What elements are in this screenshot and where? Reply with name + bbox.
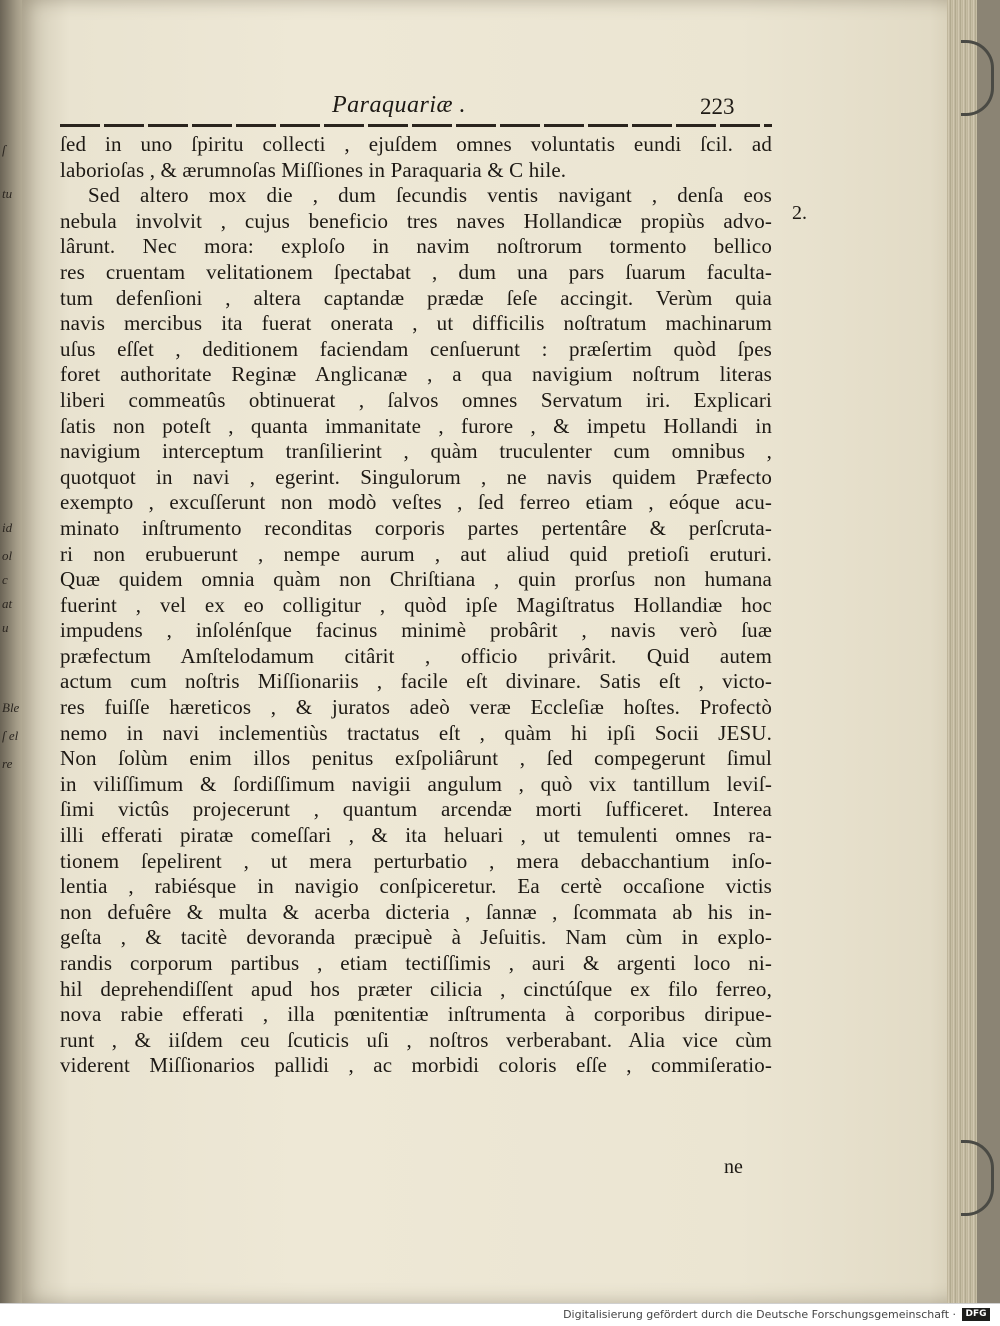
- text-line: runt , & iiſdem ceu ſcuticis uſi , noſtros verberabant. Alia vice cùm: [60, 1027, 772, 1052]
- prev-page-fragment: u: [2, 620, 9, 635]
- head-rule: [60, 124, 772, 127]
- text-line: fuerint , vel ex eo colligitur , quòd ipſe Magiſtratus Hollandiæ hoc: [60, 592, 772, 617]
- text-line: præfectum Amſtelodamum citârit , officio privârit. Quid autem: [60, 643, 772, 668]
- page-fore-edge: [947, 0, 977, 1303]
- text-line: impudens , inſolénſque facinus minimè probârit , navis verò ſuæ: [60, 618, 772, 643]
- text-line: lentia , rabiésque in navigio conſpiceretur. Ea certè occaſione victis: [60, 874, 772, 899]
- text-line: tionem ſepelirent , ut mera perturbatio , mera debacchantium inſo-: [60, 848, 772, 873]
- text-line: nova rabie efferati , illa pœnitentiæ inſtrumenta à corporibus diripue-: [60, 1002, 772, 1027]
- text-line: foret authoritate Reginæ Anglicanæ , a qua navigium noſtrum literas: [60, 362, 772, 387]
- text-line: ri non erubuerunt , nempe aurum , aut aliud quid pretioſi eruturi.: [60, 541, 772, 566]
- text-line: nebula involvit , cujus beneficio tres naves Hollandicæ propiùs advo-: [60, 208, 772, 233]
- prev-page-fragment: c: [2, 572, 8, 587]
- text-line: lârunt. Nec mora: exploſo in navim noſtrorum tormento bellico: [60, 234, 772, 259]
- catchword: ne: [724, 1156, 743, 1178]
- text-line: Sed altero mox die , dum ſecundis ventis navigant , denſa eos: [88, 183, 772, 208]
- text-line: hil deprehendiſſent apud hos præter cilicia , cinctúſque ex filo ferreo,: [60, 976, 772, 1001]
- text-line: actum cum noſtris Miſſionariis , facile eſt divinare. Satis eſt , victo-: [60, 669, 772, 694]
- margin-note: 2.: [792, 202, 807, 224]
- text-line: res fuiſſe hæreticos , & juratos adeò veræ Eccleſiæ hoſtes. Profectò: [60, 695, 772, 720]
- text-line: liberi commeatûs obtinuerat , ſalvos omnes Servatum iri. Explicari: [60, 387, 772, 412]
- text-line: randis corporum partibus , etiam tectiſſimis , auri & argenti loco ni-: [60, 951, 772, 975]
- prev-page-fragment: ol: [2, 548, 13, 563]
- body-text: [60, 132, 772, 1079]
- text-line: quotquot in navi , egerint. Singulorum , ne navis quidem Præfecto: [60, 464, 772, 489]
- prev-page-fragment: at: [2, 596, 13, 611]
- text-line: in viliſſimum & ſordiſſimum navigii angulum , quò vix tantillum leviſ-: [60, 771, 772, 796]
- page-number: 223: [700, 94, 735, 119]
- prev-page-fragment: Ble: [2, 700, 20, 715]
- text-line: geſta , & tacitè devoranda præcipuè à Jeſuitis. Nam cùm in explo-: [60, 925, 772, 950]
- prev-page-fragment: ſ el: [2, 728, 19, 743]
- text-line: navis mercibus ita fuerat onerata , ut difficilis noſtratum machinarum: [60, 311, 772, 336]
- text-line: laborioſas , & ærumnoſas Miſſiones in Paraquaria & C hile.: [60, 157, 567, 182]
- prev-page-fragment: id: [2, 520, 13, 535]
- text-line: res cruentam velitationem ſpectabat , dum una pars ſuarum faculta-: [60, 259, 772, 284]
- text-line: minato inſtrumento reconditas corporis partes pertentâre & perſcruta-: [60, 515, 772, 540]
- text-line: exempto , excuſſerunt non modò veſtes , ſed ferreo etiam , eóque acu-: [60, 490, 772, 515]
- text-line: Non ſolùm enim illos penitus exſpoliârunt , ſed compegerunt ſimul: [60, 746, 772, 771]
- digitization-footer: [0, 1303, 1000, 1326]
- text-line: navigium interceptum tranſilierint , quàm truculenter cum omnibus ,: [60, 439, 772, 464]
- text-line: viderent Miſſionarios pallidi , ac morbidi coloris eſſe , commiſeratio-: [60, 1053, 772, 1078]
- prev-page-fragment: re: [2, 756, 13, 771]
- footer-credit: Digitalisierung gefördert durch die Deutsche Forschungsgemeinschaft ·: [563, 1308, 956, 1321]
- text-line: uſus eſſet , deditionem faciendam cenſuerunt : præſertim quòd ſpes: [60, 336, 772, 361]
- running-head: [60, 92, 772, 122]
- text-line: nemo in navi inclementiùs tractatus eſt , quàm hi ipſi Socii JESU.: [60, 720, 772, 745]
- text-line: ſed in uno ſpiritu collecti , ejuſdem omnes voluntatis eundi ſcil. ad: [60, 132, 772, 156]
- text-line: non defuêre & multa & acerba dicteria , ſannæ , ſcommata ab his in-: [60, 899, 772, 924]
- running-head-title: Paraquariæ .: [332, 92, 467, 118]
- text-line: illi efferati piratæ comeſſari , & ita heluari , ut temulenti omnes ra-: [60, 823, 772, 848]
- dfg-logo: DFG: [962, 1308, 990, 1321]
- text-line: ſatis non poteſt , quanta immanitate , furore , & impetu Hollandi in: [60, 413, 772, 438]
- text-line: tum defenſioni , altera captandæ prædæ ſeſe accingit. Verùm quia: [60, 285, 772, 310]
- prev-page-fragment: tu: [2, 186, 13, 201]
- text-line: ſimi victûs projecerunt , quantum arcendæ morti ſufficeret. Interea: [60, 797, 772, 822]
- clasp-ring-top: [961, 40, 994, 116]
- clasp-ring-bottom: [961, 1140, 994, 1216]
- prev-page-fragment: ſ: [2, 142, 6, 157]
- text-line: Quæ quidem omnia quàm non Chriſtiana , quin prorſus non humana: [60, 567, 772, 592]
